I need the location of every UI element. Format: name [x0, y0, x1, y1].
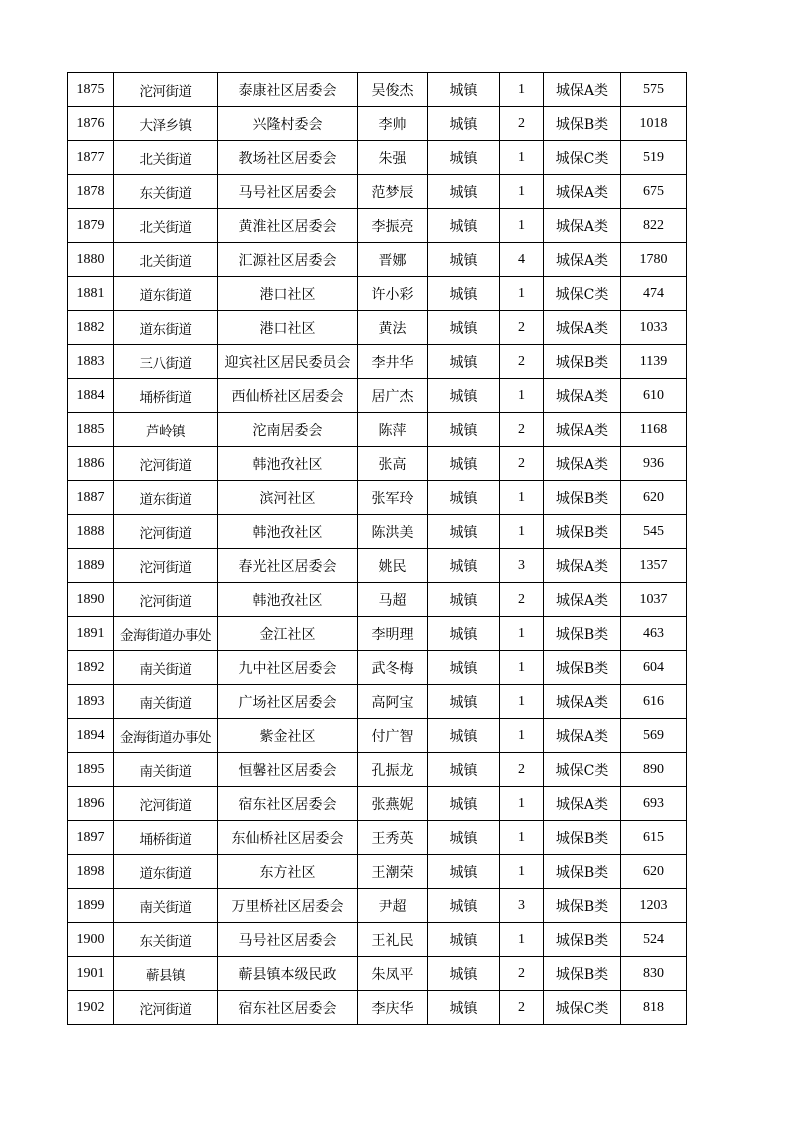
- cell-household-count: 2: [500, 107, 544, 141]
- cell-household-count: 2: [500, 413, 544, 447]
- table-row: [68, 991, 687, 1025]
- table-row: [68, 141, 687, 175]
- cell-category: 城保B类: [544, 651, 621, 685]
- cell-subdistrict: 金海街道办事处: [114, 719, 218, 753]
- table-row: [68, 345, 687, 379]
- cell-row-number: 1898: [68, 855, 114, 889]
- cell-area-type: 城镇: [428, 175, 500, 209]
- cell-household-count: 1: [500, 73, 544, 107]
- cell-row-number: 1886: [68, 447, 114, 481]
- cell-community: 泰康社区居委会: [218, 73, 358, 107]
- cell-subdistrict: 沱河街道: [114, 447, 218, 481]
- cell-area-type: 城镇: [428, 991, 500, 1025]
- records-table: [67, 72, 687, 1025]
- cell-amount: 822: [621, 209, 687, 243]
- cell-area-type: 城镇: [428, 957, 500, 991]
- cell-amount: 604: [621, 651, 687, 685]
- cell-name: 高阿宝: [358, 685, 428, 719]
- cell-name: 李井华: [358, 345, 428, 379]
- cell-row-number: 1896: [68, 787, 114, 821]
- cell-name: 黄法: [358, 311, 428, 345]
- cell-community: 春光社区居委会: [218, 549, 358, 583]
- cell-household-count: 4: [500, 243, 544, 277]
- table-row: [68, 617, 687, 651]
- cell-category: 城保A类: [544, 413, 621, 447]
- cell-community: 紫金社区: [218, 719, 358, 753]
- cell-subdistrict: 沱河街道: [114, 583, 218, 617]
- cell-name: 付广智: [358, 719, 428, 753]
- cell-subdistrict: 北关街道: [114, 243, 218, 277]
- cell-row-number: 1885: [68, 413, 114, 447]
- cell-row-number: 1895: [68, 753, 114, 787]
- cell-amount: 616: [621, 685, 687, 719]
- cell-amount: 890: [621, 753, 687, 787]
- cell-household-count: 2: [500, 311, 544, 345]
- cell-row-number: 1879: [68, 209, 114, 243]
- cell-community: 韩池孜社区: [218, 515, 358, 549]
- cell-subdistrict: 南关街道: [114, 889, 218, 923]
- cell-amount: 610: [621, 379, 687, 413]
- cell-household-count: 1: [500, 209, 544, 243]
- cell-area-type: 城镇: [428, 787, 500, 821]
- cell-name: 吴俊杰: [358, 73, 428, 107]
- cell-amount: 830: [621, 957, 687, 991]
- table-row: [68, 243, 687, 277]
- cell-amount: 524: [621, 923, 687, 957]
- cell-household-count: 3: [500, 549, 544, 583]
- cell-name: 陈萍: [358, 413, 428, 447]
- cell-household-count: 1: [500, 923, 544, 957]
- cell-amount: 1203: [621, 889, 687, 923]
- cell-household-count: 1: [500, 685, 544, 719]
- table-row: [68, 855, 687, 889]
- cell-household-count: 1: [500, 787, 544, 821]
- cell-amount: 620: [621, 855, 687, 889]
- table-row: [68, 889, 687, 923]
- cell-area-type: 城镇: [428, 515, 500, 549]
- cell-subdistrict: 道东街道: [114, 311, 218, 345]
- cell-category: 城保A类: [544, 583, 621, 617]
- cell-area-type: 城镇: [428, 685, 500, 719]
- table-row: [68, 175, 687, 209]
- table-row: [68, 413, 687, 447]
- cell-name: 王潮荣: [358, 855, 428, 889]
- cell-row-number: 1887: [68, 481, 114, 515]
- cell-category: 城保A类: [544, 787, 621, 821]
- cell-community: 教场社区居委会: [218, 141, 358, 175]
- cell-amount: 936: [621, 447, 687, 481]
- cell-subdistrict: 北关街道: [114, 141, 218, 175]
- table-row: [68, 447, 687, 481]
- cell-area-type: 城镇: [428, 889, 500, 923]
- cell-community: 东方社区: [218, 855, 358, 889]
- cell-household-count: 2: [500, 753, 544, 787]
- cell-name: 居广杰: [358, 379, 428, 413]
- cell-area-type: 城镇: [428, 549, 500, 583]
- cell-community: 西仙桥社区居委会: [218, 379, 358, 413]
- cell-community: 沱南居委会: [218, 413, 358, 447]
- cell-name: 张燕妮: [358, 787, 428, 821]
- cell-amount: 569: [621, 719, 687, 753]
- cell-amount: 1780: [621, 243, 687, 277]
- cell-row-number: 1888: [68, 515, 114, 549]
- table-row: [68, 277, 687, 311]
- cell-subdistrict: 道东街道: [114, 277, 218, 311]
- cell-name: 姚民: [358, 549, 428, 583]
- cell-area-type: 城镇: [428, 753, 500, 787]
- cell-household-count: 1: [500, 651, 544, 685]
- cell-subdistrict: 三八街道: [114, 345, 218, 379]
- cell-row-number: 1894: [68, 719, 114, 753]
- cell-row-number: 1893: [68, 685, 114, 719]
- cell-row-number: 1881: [68, 277, 114, 311]
- cell-row-number: 1891: [68, 617, 114, 651]
- cell-category: 城保A类: [544, 719, 621, 753]
- table-row: [68, 209, 687, 243]
- cell-category: 城保B类: [544, 107, 621, 141]
- cell-category: 城保C类: [544, 141, 621, 175]
- cell-community: 滨河社区: [218, 481, 358, 515]
- cell-subdistrict: 南关街道: [114, 651, 218, 685]
- cell-area-type: 城镇: [428, 73, 500, 107]
- table-row: [68, 73, 687, 107]
- cell-community: 韩池孜社区: [218, 447, 358, 481]
- cell-name: 王礼民: [358, 923, 428, 957]
- cell-area-type: 城镇: [428, 141, 500, 175]
- cell-category: 城保B类: [544, 345, 621, 379]
- table-row: [68, 957, 687, 991]
- cell-household-count: 1: [500, 481, 544, 515]
- cell-household-count: 1: [500, 821, 544, 855]
- cell-subdistrict: 金海街道办事处: [114, 617, 218, 651]
- cell-name: 范梦辰: [358, 175, 428, 209]
- cell-amount: 1168: [621, 413, 687, 447]
- cell-subdistrict: 埇桥街道: [114, 379, 218, 413]
- cell-subdistrict: 芦岭镇: [114, 413, 218, 447]
- cell-area-type: 城镇: [428, 821, 500, 855]
- table-row: [68, 685, 687, 719]
- cell-household-count: 2: [500, 991, 544, 1025]
- cell-amount: 463: [621, 617, 687, 651]
- cell-name: 李庆华: [358, 991, 428, 1025]
- cell-name: 许小彩: [358, 277, 428, 311]
- cell-row-number: 1892: [68, 651, 114, 685]
- table-row: [68, 821, 687, 855]
- cell-category: 城保C类: [544, 277, 621, 311]
- cell-community: 蕲县镇本级民政: [218, 957, 358, 991]
- cell-area-type: 城镇: [428, 617, 500, 651]
- cell-community: 马号社区居委会: [218, 175, 358, 209]
- cell-household-count: 2: [500, 957, 544, 991]
- cell-area-type: 城镇: [428, 311, 500, 345]
- cell-amount: 1037: [621, 583, 687, 617]
- cell-category: 城保B类: [544, 957, 621, 991]
- cell-category: 城保A类: [544, 73, 621, 107]
- cell-row-number: 1890: [68, 583, 114, 617]
- cell-subdistrict: 道东街道: [114, 855, 218, 889]
- cell-name: 李明理: [358, 617, 428, 651]
- cell-community: 宿东社区居委会: [218, 787, 358, 821]
- cell-household-count: 1: [500, 617, 544, 651]
- cell-community: 汇源社区居委会: [218, 243, 358, 277]
- cell-community: 金江社区: [218, 617, 358, 651]
- cell-category: 城保B类: [544, 515, 621, 549]
- cell-name: 张高: [358, 447, 428, 481]
- table-row: [68, 753, 687, 787]
- cell-name: 王秀英: [358, 821, 428, 855]
- cell-area-type: 城镇: [428, 719, 500, 753]
- cell-household-count: 3: [500, 889, 544, 923]
- cell-amount: 575: [621, 73, 687, 107]
- cell-row-number: 1877: [68, 141, 114, 175]
- cell-subdistrict: 道东街道: [114, 481, 218, 515]
- cell-row-number: 1897: [68, 821, 114, 855]
- cell-area-type: 城镇: [428, 481, 500, 515]
- cell-community: 韩池孜社区: [218, 583, 358, 617]
- cell-subdistrict: 南关街道: [114, 753, 218, 787]
- cell-household-count: 1: [500, 855, 544, 889]
- cell-area-type: 城镇: [428, 345, 500, 379]
- cell-row-number: 1880: [68, 243, 114, 277]
- table-row: [68, 787, 687, 821]
- cell-row-number: 1876: [68, 107, 114, 141]
- cell-amount: 1033: [621, 311, 687, 345]
- cell-community: 港口社区: [218, 311, 358, 345]
- cell-community: 万里桥社区居委会: [218, 889, 358, 923]
- cell-name: 张军玲: [358, 481, 428, 515]
- cell-subdistrict: 大泽乡镇: [114, 107, 218, 141]
- cell-name: 孔振龙: [358, 753, 428, 787]
- cell-name: 尹超: [358, 889, 428, 923]
- cell-name: 武冬梅: [358, 651, 428, 685]
- cell-amount: 1139: [621, 345, 687, 379]
- cell-name: 陈洪美: [358, 515, 428, 549]
- cell-row-number: 1901: [68, 957, 114, 991]
- cell-area-type: 城镇: [428, 277, 500, 311]
- cell-community: 迎宾社区居民委员会: [218, 345, 358, 379]
- cell-category: 城保B类: [544, 855, 621, 889]
- cell-name: 朱凤平: [358, 957, 428, 991]
- cell-row-number: 1900: [68, 923, 114, 957]
- cell-row-number: 1889: [68, 549, 114, 583]
- cell-category: 城保C类: [544, 753, 621, 787]
- cell-category: 城保A类: [544, 379, 621, 413]
- cell-category: 城保A类: [544, 311, 621, 345]
- cell-household-count: 1: [500, 175, 544, 209]
- cell-community: 九中社区居委会: [218, 651, 358, 685]
- cell-subdistrict: 东关街道: [114, 175, 218, 209]
- cell-area-type: 城镇: [428, 107, 500, 141]
- table-row: [68, 311, 687, 345]
- cell-area-type: 城镇: [428, 651, 500, 685]
- cell-row-number: 1882: [68, 311, 114, 345]
- cell-community: 兴隆村委会: [218, 107, 358, 141]
- cell-household-count: 1: [500, 277, 544, 311]
- cell-amount: 615: [621, 821, 687, 855]
- cell-subdistrict: 蕲县镇: [114, 957, 218, 991]
- cell-category: 城保B类: [544, 481, 621, 515]
- cell-area-type: 城镇: [428, 413, 500, 447]
- cell-household-count: 1: [500, 719, 544, 753]
- cell-area-type: 城镇: [428, 379, 500, 413]
- cell-subdistrict: 埇桥街道: [114, 821, 218, 855]
- cell-household-count: 2: [500, 447, 544, 481]
- cell-community: 东仙桥社区居委会: [218, 821, 358, 855]
- cell-area-type: 城镇: [428, 447, 500, 481]
- cell-household-count: 1: [500, 141, 544, 175]
- cell-row-number: 1884: [68, 379, 114, 413]
- cell-category: 城保A类: [544, 447, 621, 481]
- cell-category: 城保B类: [544, 889, 621, 923]
- cell-row-number: 1899: [68, 889, 114, 923]
- cell-subdistrict: 沱河街道: [114, 73, 218, 107]
- cell-area-type: 城镇: [428, 855, 500, 889]
- cell-amount: 1357: [621, 549, 687, 583]
- cell-household-count: 2: [500, 345, 544, 379]
- table-row: [68, 719, 687, 753]
- cell-amount: 1018: [621, 107, 687, 141]
- cell-amount: 474: [621, 277, 687, 311]
- cell-area-type: 城镇: [428, 209, 500, 243]
- cell-community: 港口社区: [218, 277, 358, 311]
- cell-category: 城保B类: [544, 821, 621, 855]
- cell-amount: 519: [621, 141, 687, 175]
- cell-row-number: 1878: [68, 175, 114, 209]
- cell-category: 城保A类: [544, 243, 621, 277]
- cell-category: 城保C类: [544, 991, 621, 1025]
- cell-amount: 818: [621, 991, 687, 1025]
- cell-subdistrict: 沱河街道: [114, 515, 218, 549]
- cell-community: 黄淮社区居委会: [218, 209, 358, 243]
- cell-amount: 675: [621, 175, 687, 209]
- cell-area-type: 城镇: [428, 583, 500, 617]
- table-row: [68, 481, 687, 515]
- cell-category: 城保A类: [544, 175, 621, 209]
- table-row: [68, 583, 687, 617]
- cell-subdistrict: 东关街道: [114, 923, 218, 957]
- table-row: [68, 515, 687, 549]
- cell-category: 城保B类: [544, 923, 621, 957]
- cell-household-count: 2: [500, 583, 544, 617]
- cell-subdistrict: 南关街道: [114, 685, 218, 719]
- cell-community: 宿东社区居委会: [218, 991, 358, 1025]
- cell-subdistrict: 沱河街道: [114, 991, 218, 1025]
- cell-name: 朱强: [358, 141, 428, 175]
- cell-name: 晋娜: [358, 243, 428, 277]
- cell-category: 城保A类: [544, 685, 621, 719]
- cell-amount: 545: [621, 515, 687, 549]
- cell-community: 马号社区居委会: [218, 923, 358, 957]
- cell-category: 城保A类: [544, 209, 621, 243]
- cell-row-number: 1883: [68, 345, 114, 379]
- cell-row-number: 1902: [68, 991, 114, 1025]
- cell-category: 城保B类: [544, 617, 621, 651]
- table-body: [68, 73, 687, 1025]
- cell-category: 城保A类: [544, 549, 621, 583]
- table-row: [68, 923, 687, 957]
- cell-subdistrict: 北关街道: [114, 209, 218, 243]
- table-row: [68, 651, 687, 685]
- cell-amount: 620: [621, 481, 687, 515]
- cell-name: 马超: [358, 583, 428, 617]
- cell-community: 恒馨社区居委会: [218, 753, 358, 787]
- table-row: [68, 107, 687, 141]
- cell-household-count: 1: [500, 515, 544, 549]
- cell-name: 李帅: [358, 107, 428, 141]
- cell-subdistrict: 沱河街道: [114, 549, 218, 583]
- table-row: [68, 379, 687, 413]
- table-row: [68, 549, 687, 583]
- cell-area-type: 城镇: [428, 243, 500, 277]
- cell-community: 广场社区居委会: [218, 685, 358, 719]
- cell-household-count: 1: [500, 379, 544, 413]
- cell-amount: 693: [621, 787, 687, 821]
- cell-subdistrict: 沱河街道: [114, 787, 218, 821]
- cell-name: 李振亮: [358, 209, 428, 243]
- cell-row-number: 1875: [68, 73, 114, 107]
- cell-area-type: 城镇: [428, 923, 500, 957]
